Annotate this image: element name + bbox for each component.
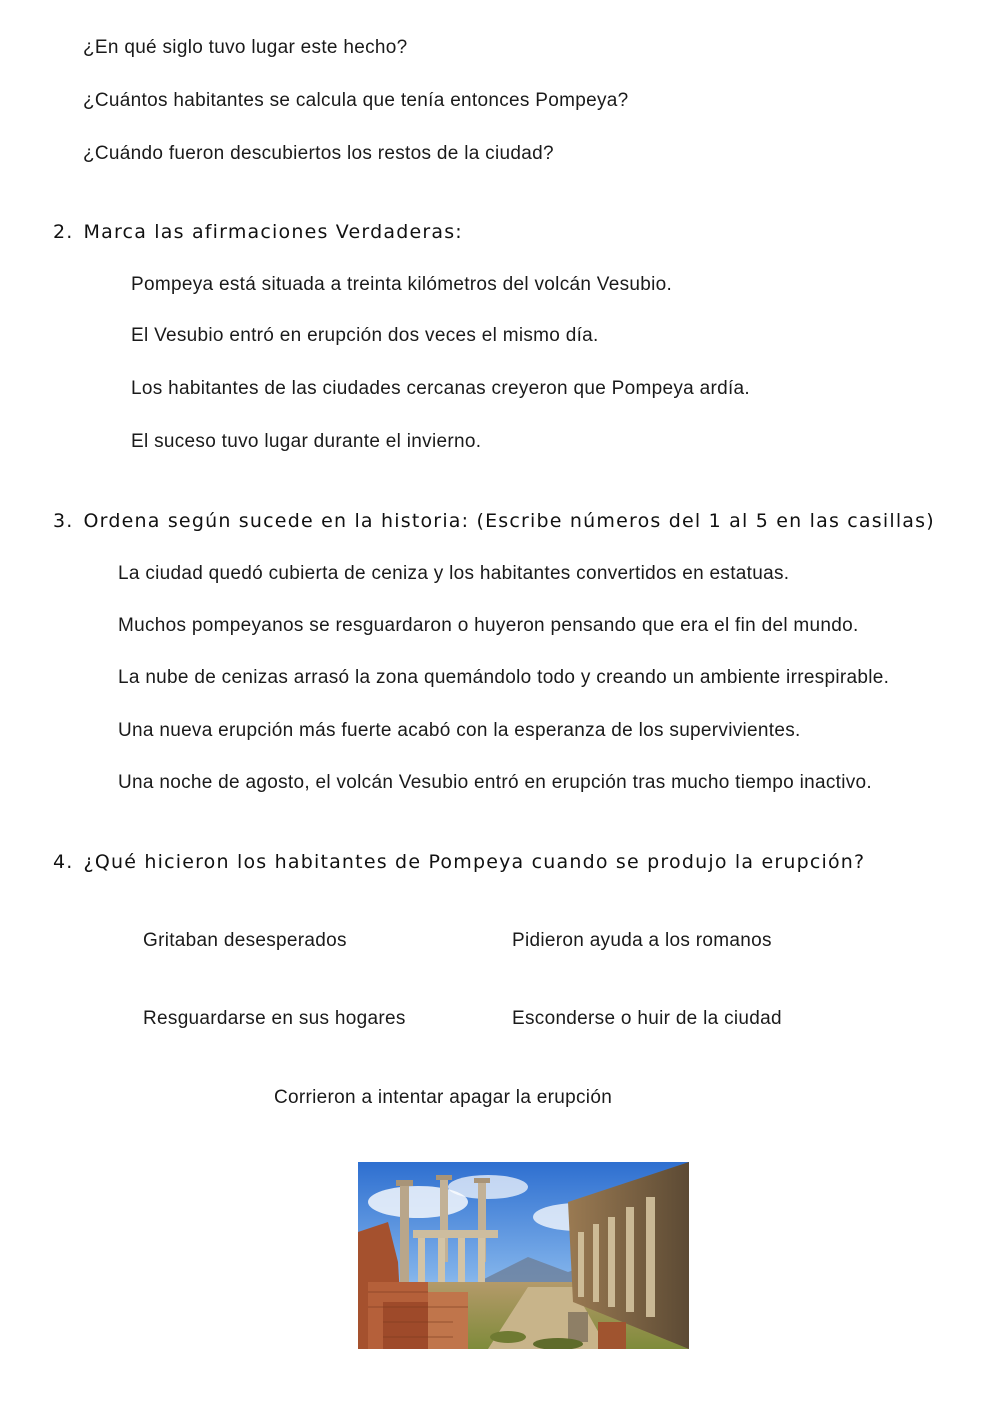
section3-heading <box>53 509 935 533</box>
section2-number: 2. <box>53 221 74 243</box>
option-item[interactable]: Pidieron ayuda a los romanos <box>512 930 772 951</box>
section3-title: Ordena según sucede en la historia: (Escribe números del 1 al 5 en las casillas) <box>83 510 935 532</box>
event-item[interactable]: Muchos pompeyanos se resguardaron o huyeron pensando que era el fin del mundo. <box>118 615 859 636</box>
statement-item[interactable]: El suceso tuvo lugar durante el invierno. <box>131 431 482 452</box>
statement-item[interactable]: Los habitantes de las ciudades cercanas creyeron que Pompeya ardía. <box>131 378 750 399</box>
section2-heading <box>53 220 463 244</box>
section2-title: Marca las afirmaciones Verdaderas: <box>83 221 463 243</box>
option-item[interactable]: Corrieron a intentar apagar la erupción <box>274 1087 613 1108</box>
question-inhabitants: ¿Cuántos habitantes se calcula que tenía entonces Pompeya? <box>83 90 629 111</box>
event-item[interactable]: Una noche de agosto, el volcán Vesubio entró en erupción tras mucho tiempo inactivo. <box>118 772 872 793</box>
event-item[interactable]: La ciudad quedó cubierta de ceniza y los habitantes convertidos en estatuas. <box>118 563 790 584</box>
event-item[interactable]: La nube de cenizas arrasó la zona quemándolo todo y creando un ambiente irrespirable. <box>118 667 890 688</box>
option-item[interactable]: Resguardarse en sus hogares <box>143 1008 406 1029</box>
event-item[interactable]: Una nueva erupción más fuerte acabó con la esperanza de los supervivientes. <box>118 720 801 741</box>
option-item[interactable]: Esconderse o huir de la ciudad <box>512 1008 782 1029</box>
statement-item[interactable]: Pompeya está situada a treinta kilómetros del volcán Vesubio. <box>131 274 673 295</box>
question-discovery: ¿Cuándo fueron descubiertos los restos de la ciudad? <box>83 143 554 164</box>
section4-title: ¿Qué hicieron los habitantes de Pompeya cuando se produjo la erupción? <box>83 851 866 873</box>
section3-number: 3. <box>53 510 74 532</box>
option-item[interactable]: Gritaban desesperados <box>143 930 347 951</box>
section4-heading <box>53 850 865 874</box>
statement-item[interactable]: El Vesubio entró en erupción dos veces el mismo día. <box>131 325 599 346</box>
question-century: ¿En qué siglo tuvo lugar este hecho? <box>83 37 408 58</box>
pompeii-ruins-photo <box>358 1162 689 1349</box>
section4-number: 4. <box>53 851 74 873</box>
